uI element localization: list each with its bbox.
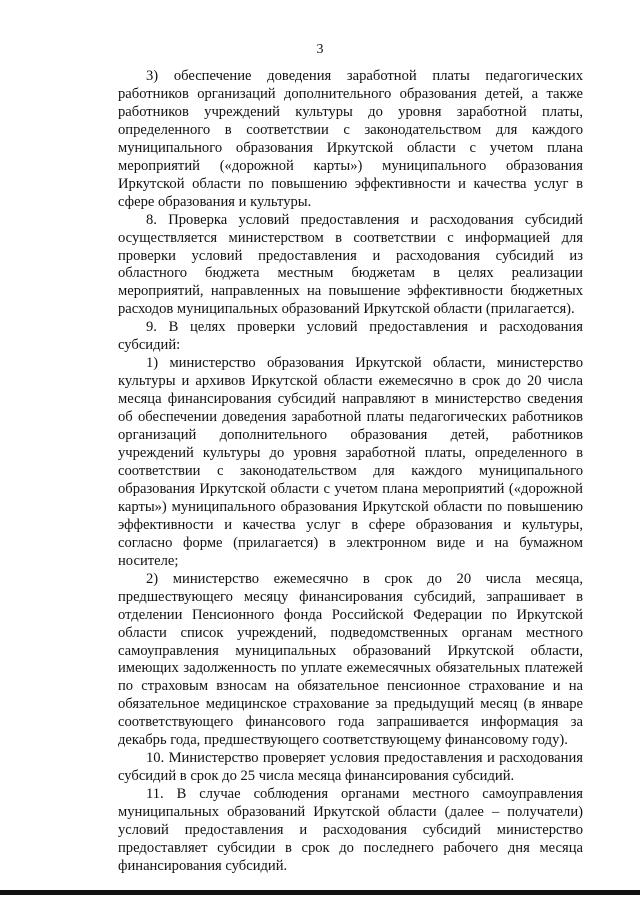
paragraph-9-item-1: 1) министерство образования Иркутской области, министерство культуры и архивов Иркутской области ежемесячно в срок до 20 числа месяца финансирования субсидий направляют в министерство сведения об обеспечении доведения заработной платы педагогических работников организаций дополнительного образования детей, работников учреждений культуры до уровня заработной платы, определенного в соответствии с законодательством для каждого муниципального образования Иркутской области с учетом плана мероприятий («дорожной карты») муниципального образования Иркутской области по повышению эффективности и качества услуг в сфере образования и культуры, согласно форме (прилагается) в электронном виде и на бумажном носителе; — [118, 355, 583, 569]
paragraph-8: 8. Проверка условий предоставления и расходования субсидий осуществляется министерством в соответствии с информацией для проверки условий предоставления и расходования субсидий из областного бюджета местным бюджетам в целях реализации мероприятий, направленных на повышение эффективности бюджетных расходов муниципальных образований Иркутской области (прилагается). — [118, 211, 583, 318]
paragraph-11: 11. В случае соблюдения органами местного самоуправления муниципальных образований Иркутской области (далее – получатели) условий предоставления и расходования субсидий министерство предоставляет субсидии в срок до последнего рабочего дня месяца финансирования субсидий. — [118, 786, 583, 874]
paragraph-9-item-2: 2) министерство ежемесячно в срок до 20 числа месяца, предшествующего месяцу финансирования субсидий, запрашивает в отделении Пенсионного фонда Российской Федерации по Иркутской области список учреждений, подведомственных органам местного самоуправления муниципальных образований Иркутской области, имеющих задолженность по уплате ежемесячных обязательных платежей по страховым взносам на обязательное пенсионное страхование и на обязательное медицинское страхование за предыдущий месяц (в январе соответствующего финансового года запрашивается информация за декабрь года, предшествующего соответствующему финансовому году). — [118, 570, 583, 749]
paragraph-item-3: 3) обеспечение доведения заработной платы педагогических работников организаций дополнительного образования детей, а также работников учреждений культуры до уровня заработной платы, определенного в соответствии с законодательством для каждого муниципального образования Иркутской области с учетом плана мероприятий («дорожной карты») муниципального образования Иркутской области по повышению эффективности и качества услуг в сфере образования и культуры. — [118, 68, 583, 210]
paragraph-9: 9. В целях проверки условий предоставления и расходования субсидий: — [118, 319, 583, 354]
scan-edge-bar — [0, 890, 640, 895]
page-number: 3 — [316, 42, 324, 57]
paragraph-10: 10. Министерство проверяет условия предоставления и расходования субсидий в срок до 25 числа месяца финансирования субсидий. — [118, 750, 583, 785]
document-body — [118, 68, 583, 876]
